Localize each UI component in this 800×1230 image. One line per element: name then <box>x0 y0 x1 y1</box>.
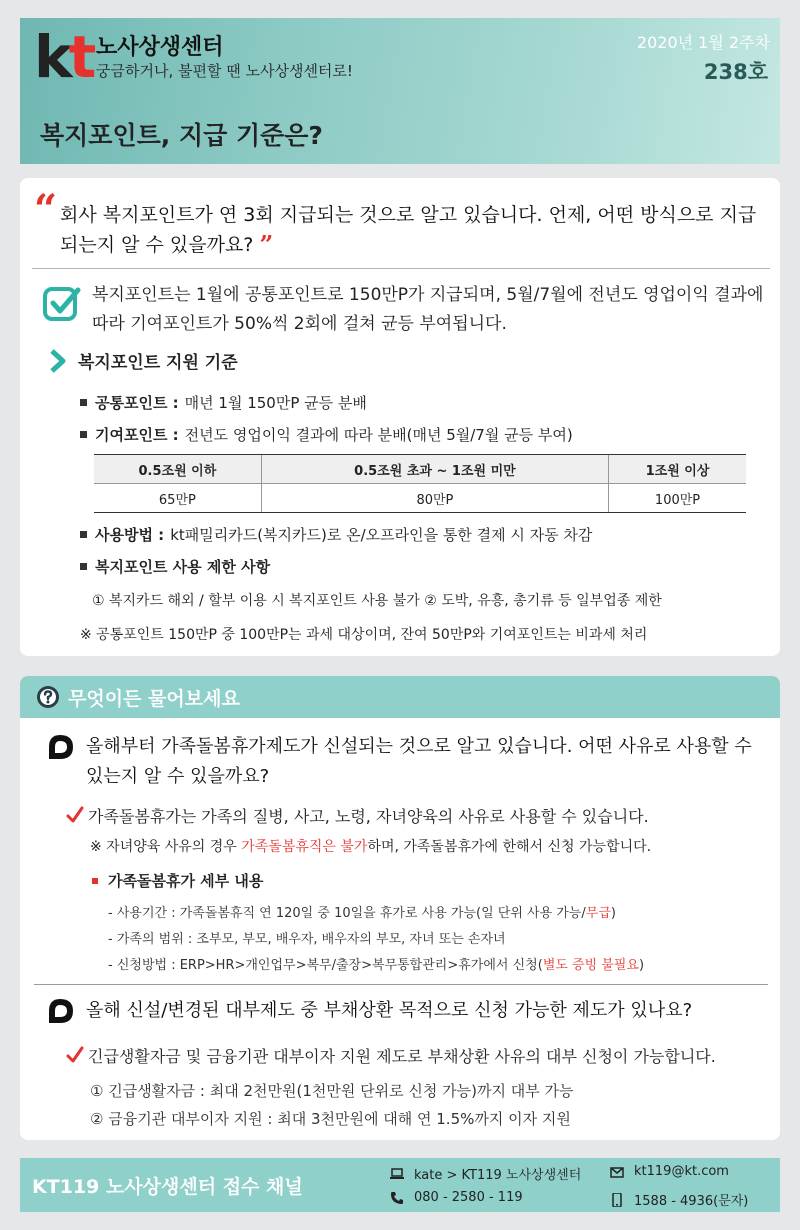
kt-logo <box>34 23 97 91</box>
q1-detail-method-red: 별도 증빙 불필요 <box>542 958 639 973</box>
phone-channel-text: 080 - 2580 - 119 <box>414 1190 523 1205</box>
square-bullet-icon <box>80 431 87 438</box>
contrib-point-line <box>80 424 573 445</box>
q1-detail-period-end: ) <box>610 906 616 921</box>
ask-section-header <box>20 676 780 718</box>
q1-detail-period <box>108 902 616 921</box>
q1-detail-method <box>108 954 644 973</box>
question-bubble-icon <box>46 998 76 1026</box>
email-channel[interactable] <box>610 1164 729 1179</box>
close-quote-icon: ” <box>259 230 274 259</box>
limit-items: ① 복지카드 해외 / 할부 이용 시 복지포인트 사용 불가 ② 도박, 유흥, 총기류 등 일부업종 제한 <box>92 593 662 609</box>
q2-answer: 긴급생활자금 및 금융기관 대부이자 지원 제도로 부채상환 사유의 대부 신청이 가능합니다. <box>88 1047 716 1066</box>
web-channel-text: kate > KT119 노사상생센터 <box>414 1168 582 1183</box>
table-header-cell: 1조원 이상 <box>609 455 746 484</box>
logo-t: t <box>68 23 97 91</box>
q1-detail-range: - 가족의 범위 : 조부모, 부모, 배우자, 배우자의 부모, 자녀 또는 손자녀 <box>108 932 506 947</box>
sms-channel[interactable] <box>610 1190 748 1209</box>
welfare-question-text: 회사 복지포인트가 연 3회 지급되는 것으로 알고 있습니다. 언제, 어떤 방식으로 지급되는지 알 수 있을까요? <box>60 204 757 256</box>
q2-item-1: ① 긴급생활자금 : 최대 2천만원(1천만원 단위로 신청 가능)까지 대부 가능 <box>90 1082 574 1100</box>
q2-question: 올해 신설/변경된 대부제도 중 부채상환 목적으로 신청 가능한 제도가 있나요? <box>86 1000 693 1021</box>
q1-answer: 가족돌봄휴가는 가족의 질병, 사고, 노령, 자녀양육의 사유로 사용할 수 있습니다. <box>88 807 649 826</box>
logo-k: k <box>34 23 67 91</box>
question-mark-icon <box>36 685 60 709</box>
contribution-point-table <box>94 454 746 513</box>
table-cell: 65만P <box>94 484 261 513</box>
phone-channel[interactable] <box>390 1190 523 1205</box>
red-check-icon <box>66 1046 84 1064</box>
table-header-cell: 0.5조원 초과 ~ 1조원 미만 <box>261 455 608 484</box>
common-point-label: 공통포인트 : <box>95 394 179 412</box>
section-title-text: 복지포인트 지원 기준 <box>78 353 238 373</box>
q1-detail-title <box>92 870 263 891</box>
table-header-cell: 0.5조원 이하 <box>94 455 261 484</box>
checkbox-check-icon <box>42 284 82 324</box>
table-header-row <box>94 455 746 484</box>
section-title <box>48 348 238 373</box>
red-check-icon <box>66 806 84 824</box>
ask-card <box>20 718 780 1140</box>
center-name: 노사상생센터 <box>96 35 224 60</box>
q1-note <box>90 836 651 856</box>
q1-detail-title-text: 가족돌봄휴가 세부 내용 <box>108 872 264 890</box>
q1-note-post: 하며, 가족돌봄휴가에 한해서 신청 가능합니다. <box>367 839 652 855</box>
q1-note-red: 가족돌봄휴직은 불가 <box>241 839 368 855</box>
usage-line <box>80 524 592 545</box>
email-channel-text: kt119@kt.com <box>634 1164 729 1179</box>
mobile-phone-icon <box>610 1193 624 1207</box>
q1-question: 올해부터 가족돌봄휴가제도가 신설되는 것으로 알고 있습니다. 어떤 사유로 사용할 수 있는지 알 수 있을까요? <box>86 736 752 787</box>
square-bullet-icon <box>80 399 87 406</box>
contact-footer <box>20 1158 780 1212</box>
welfare-point-card <box>20 178 780 656</box>
square-bullet-icon <box>80 563 87 570</box>
welfare-answer: 복지포인트는 1월에 공통포인트로 150만P가 지급되며, 5월/7월에 전년도 영업이익 결과에 따라 기여포인트가 50%씩 2회에 걸쳐 균등 부여됩니다. <box>92 285 764 334</box>
q1-note-pre: ※ 자녀양육 사유의 경우 <box>90 839 242 855</box>
laptop-icon <box>390 1167 404 1181</box>
open-quote-icon: “ <box>34 186 58 233</box>
issue-number: 238호 <box>703 60 768 84</box>
footer-title: KT119 노사상생센터 접수 채널 <box>32 1176 303 1198</box>
web-channel[interactable] <box>390 1164 581 1183</box>
phone-icon <box>390 1191 404 1205</box>
issue-date: 2020년 1월 2주차 <box>636 33 770 52</box>
usage-label: 사용방법 : <box>95 526 165 544</box>
q1-detail-method-end: ) <box>638 958 645 973</box>
tax-note: ※ 공통포인트 150만P 중 100만P는 과세 대상이며, 잔여 50만P와 기여포인트는 비과세 처리 <box>80 627 648 643</box>
contrib-point-label: 기여포인트 : <box>95 426 179 444</box>
common-point-line <box>80 392 367 413</box>
table-cell: 80만P <box>261 484 608 513</box>
q1-detail-period-red: 무급 <box>585 906 611 921</box>
welfare-question <box>60 200 760 260</box>
square-bullet-icon <box>80 531 87 538</box>
question-bubble-icon <box>46 734 76 762</box>
q1-detail-method-text: - 신청방법 : ERP>HR>개인업무>복무/출장>복무통합관리>휴가에서 신청( <box>108 958 543 973</box>
q2-item-2: ② 금융기관 대부이자 지원 : 최대 3천만원에 대해 연 1.5%까지 이자 지원 <box>90 1110 571 1128</box>
page-title: 복지포인트, 지급 기준은? <box>40 121 323 150</box>
divider <box>34 984 768 985</box>
sms-channel-text: 1588 - 4936(문자) <box>634 1194 749 1209</box>
usage-text: kt패밀리카드(복지카드)로 온/오프라인을 통한 결제 시 자동 차감 <box>170 526 593 544</box>
center-tagline: 궁금하거나, 불편할 땐 노사상생센터로! <box>96 62 353 80</box>
newsletter-header <box>20 18 780 164</box>
divider <box>32 268 770 269</box>
q1-detail-period-text: - 사용기간 : 가족돌봄휴직 연 120일 중 10일을 휴가로 사용 가능(일 단위 사용 가능/ <box>108 906 586 921</box>
mail-icon <box>610 1165 624 1179</box>
limit-label: 복지포인트 사용 제한 사항 <box>95 558 271 576</box>
limit-line <box>80 556 276 577</box>
common-point-text: 매년 1월 150만P 균등 분배 <box>184 394 367 412</box>
table-cell: 100만P <box>609 484 746 513</box>
contrib-point-text: 전년도 영업이익 결과에 따라 분배(매년 5월/7월 균등 부여) <box>184 426 573 444</box>
chevron-right-icon <box>48 349 68 373</box>
ask-section-title: 무엇이든 물어보세요 <box>68 687 240 710</box>
red-square-bullet-icon <box>92 878 98 884</box>
table-row <box>94 484 746 513</box>
